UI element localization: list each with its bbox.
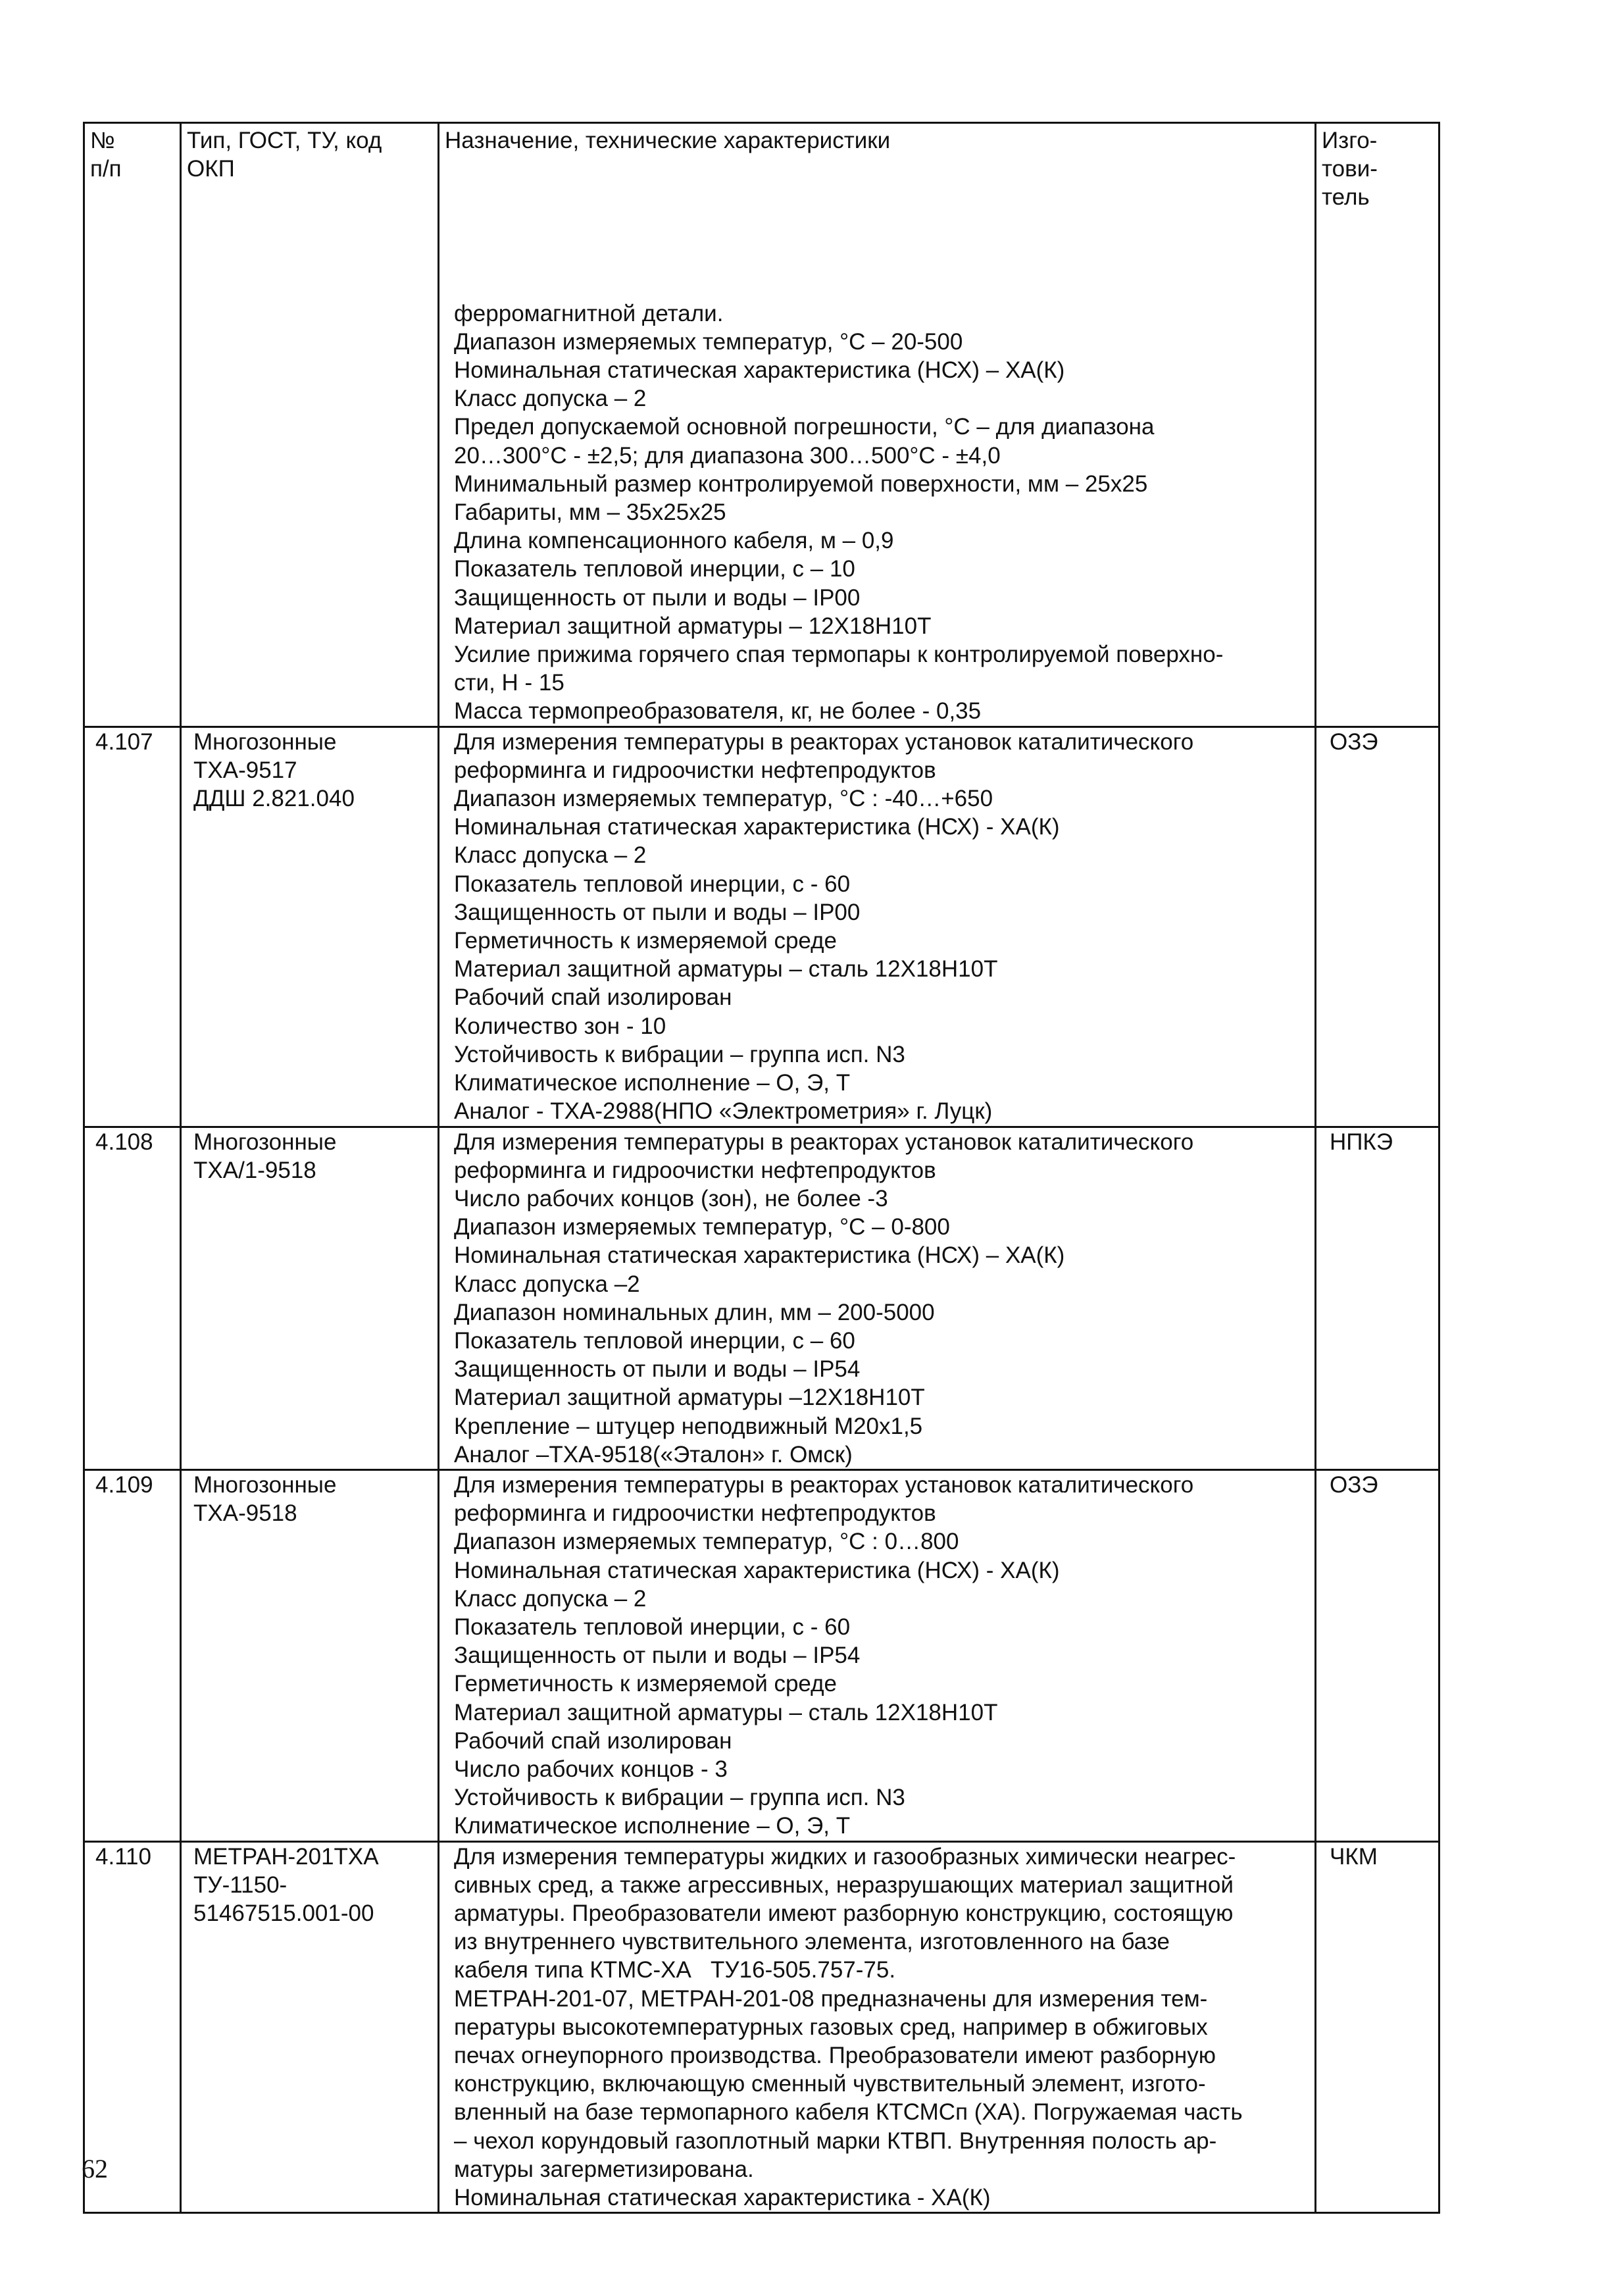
description-line: реформинга и гидроочистки нефтепродуктов [454,757,936,783]
description-line: Аналог - ТХА-2988(НПО «Электрометрия» г. Луцк) [454,1098,993,1125]
page-number: 62 [82,2154,108,2183]
description-line: Усилие прижима горячего спая термопары к контролируемой поверхно- [454,642,1224,668]
row-type [181,1469,439,1841]
description-line: Герметичность к измеряемой среде [454,928,838,954]
description-line: Диапазон измеряемых температур, °С : 0…800 [454,1529,959,1555]
row-description [439,216,1316,727]
description-line: реформинга и гидроочистки нефтепродуктов [454,1157,936,1183]
description-line: Число рабочих концов - 3 [454,1756,728,1782]
row-description [439,1469,1316,1841]
description-line: 20…300°С - ±2,5; для диапазона 300…500°С - ±4,0 [454,442,1001,469]
description-line: Диапазон измеряемых температур, °С – 20-500 [454,328,963,355]
description-line: Для измерения температуры в реакторах установок каталитического [454,728,1194,755]
description-line: Устойчивость к вибрации – группа исп. N3 [454,1041,905,1067]
description-line: Диапазон измеряемых температур, °С : -40…+650 [454,786,993,812]
description-line: Крепление – штуцер неподвижный М20х1,5 [454,1413,923,1439]
description-line: Климатическое исполнение – О, Э, Т [454,1813,851,1839]
description-line: сти, Н - 15 [454,670,564,696]
description-line: Номинальная статическая характеристика (НСХ) - ХА(К) [454,1557,1060,1583]
header-manufacturer [1316,123,1439,216]
header-manufacturer-line: тови- [1322,156,1378,182]
type-line: ТХА-9518 [193,1500,297,1527]
description-line: печах огнеупорного производства. Преобразователи имеют разборную [454,2043,1216,2068]
description-line: Класс допуска –2 [454,1271,640,1297]
row-type [181,216,439,727]
description-line: Герметичность к измеряемой среде [454,1671,838,1697]
table-row [84,1469,1439,1841]
row-number: 4.108 [84,1127,181,1469]
description-line: ферромагнитной детали. [454,300,724,326]
description-line: Класс допуска – 2 [454,1585,647,1612]
type-line: МЕТРАН-201ТХА [193,1843,379,1870]
description-line: МЕТРАН-201-07, МЕТРАН-201-08 предназначены для измерения тем- [454,1985,1208,2012]
description-line: Аналог –ТХА-9518(«Эталон» г. Омск) [454,1441,853,1467]
description-line: Класс допуска – 2 [454,386,647,412]
row-description [439,727,1316,1127]
description-line: пературы высокотемпературных газовых сред, например в обжиговых [454,2014,1208,2040]
header-description [439,123,1316,216]
row-manufacturer: ОЗЭ [1316,1469,1439,1841]
type-line: Многозонные [193,1129,337,1155]
header-number-line: п/п [90,156,122,182]
description-line: Длина компенсационного кабеля, м – 0,9 [454,528,894,554]
type-line: ТУ-1150- [193,1872,288,1898]
row-number: 4.109 [84,1469,181,1841]
description-line: Защищенность от пыли и воды – IP54 [454,1356,861,1383]
description-line: Для измерения температуры жидких и газообразных химически неагрес- [454,1843,1236,1870]
row-description [439,1127,1316,1469]
description-line: сивных сред, а также агрессивных, неразрушающих материал защитной [454,1872,1234,1898]
description-line: из внутреннего чувствительного элемента, изготовленного на базе [454,1929,1170,1955]
description-line: Номинальная статическая характеристика - ХА(К) [454,2185,991,2211]
header-description-line: Назначение, технические характеристики [445,128,891,153]
row-type [181,1127,439,1469]
header-manufacturer-line: Изго- [1322,128,1378,153]
description-line: кабеля типа КТМС-ХА ТУ16-505.757-75. [454,1957,896,1983]
description-line: реформинга и гидроочистки нефтепродуктов [454,1500,936,1527]
header-type [181,123,439,216]
description-line: Рабочий спай изолирован [454,1727,732,1754]
description-line: вленный на базе термопарного кабеля КТСМСп (ХА). Погружаемая часть [454,2099,1243,2126]
description-line: Материал защитной арматуры – сталь 12Х18Н10Т [454,1699,998,1725]
table-row [84,1841,1439,2213]
description-line: Габариты, мм – 35х25х25 [454,499,726,526]
description-line: Климатическое исполнение – О, Э, Т [454,1070,851,1096]
header-manufacturer-line: тель [1322,184,1370,211]
row-number: 4.107 [84,727,181,1127]
table-body [84,216,1439,2213]
type-line: ТХА-9517 [193,757,297,783]
row-manufacturer: ОЗЭ [1316,727,1439,1127]
description-line: Показатель тепловой инерции, с – 60 [454,1327,855,1354]
row-number: 4.110 [84,1841,181,2213]
type-line: ДДШ 2.821.040 [193,786,355,812]
type-line: ТХА/1-9518 [193,1157,316,1183]
type-line: 51467515.001-00 [193,1900,374,1926]
description-line: Количество зон - 10 [454,1013,666,1039]
table-row [84,1127,1439,1469]
description-line: Предел допускаемой основной погрешности, °С – для диапазона [454,414,1155,440]
description-line: Номинальная статическая характеристика (НСХ) - ХА(К) [454,814,1060,840]
type-line: Многозонные [193,1471,337,1498]
table-header-row [84,123,1439,216]
description-line: Диапазон измеряемых температур, °С – 0-800 [454,1214,950,1240]
description-line: Для измерения температуры в реакторах установок каталитического [454,1129,1194,1155]
description-line: Номинальная статическая характеристика (НСХ) – ХА(К) [454,357,1065,384]
description-line: Защищенность от пыли и воды – IP00 [454,584,861,611]
table-row [84,216,1439,727]
row-type [181,1841,439,2213]
type-line: Многозонные [193,728,337,755]
description-line: Показатель тепловой инерции, с - 60 [454,871,851,897]
row-description [439,1841,1316,2213]
header-number-line: № [90,128,115,153]
description-line: арматуры. Преобразователи имеют разборную конструкцию, состоящую [454,1900,1234,1926]
header-type-line: ОКП [187,156,235,182]
row-type [181,727,439,1127]
description-line: Показатель тепловой инерции, с – 10 [454,556,855,582]
description-line: Класс допуска – 2 [454,842,647,869]
description-line: Защищенность от пыли и воды – IP54 [454,1643,861,1669]
description-line: Устойчивость к вибрации – группа исп. N3 [454,1785,905,1811]
description-line: Материал защитной арматуры – сталь 12Х18Н10Т [454,956,998,982]
row-manufacturer: ЧКМ [1316,1841,1439,2213]
description-line: Материал защитной арматуры –12Х18Н10Т [454,1385,925,1411]
description-line: Число рабочих концов (зон), не более -3 [454,1185,888,1212]
description-line: Показатель тепловой инерции, с - 60 [454,1614,851,1640]
description-line: Диапазон номинальных длин, мм – 200-5000 [454,1299,935,1325]
description-line: Материал защитной арматуры – 12Х18Н10Т [454,613,932,639]
table-row [84,727,1439,1127]
description-line: Для измерения температуры в реакторах установок каталитического [454,1471,1194,1498]
row-number [84,216,181,727]
header-number [84,123,181,216]
description-line: Масса термопреобразователя, кг, не более - 0,35 [454,698,982,725]
row-manufacturer: НПКЭ [1316,1127,1439,1469]
description-line: Номинальная статическая характеристика (НСХ) – ХА(К) [454,1242,1065,1269]
description-line: матуры загерметизирована. [454,2156,754,2182]
description-line: – чехол корундовый газоплотный марки КТВП. Внутренняя полость ар- [454,2128,1217,2154]
header-type-line: Тип, ГОСТ, ТУ, код [187,128,382,153]
description-line: конструкцию, включающую сменный чувствительный элемент, изгото- [454,2071,1206,2097]
description-line: Защищенность от пыли и воды – IP00 [454,899,861,925]
specification-table [83,122,1440,2214]
row-manufacturer [1316,216,1439,727]
description-line: Минимальный размер контролируемой поверхности, мм – 25х25 [454,471,1148,497]
description-line: Рабочий спай изолирован [454,984,732,1011]
